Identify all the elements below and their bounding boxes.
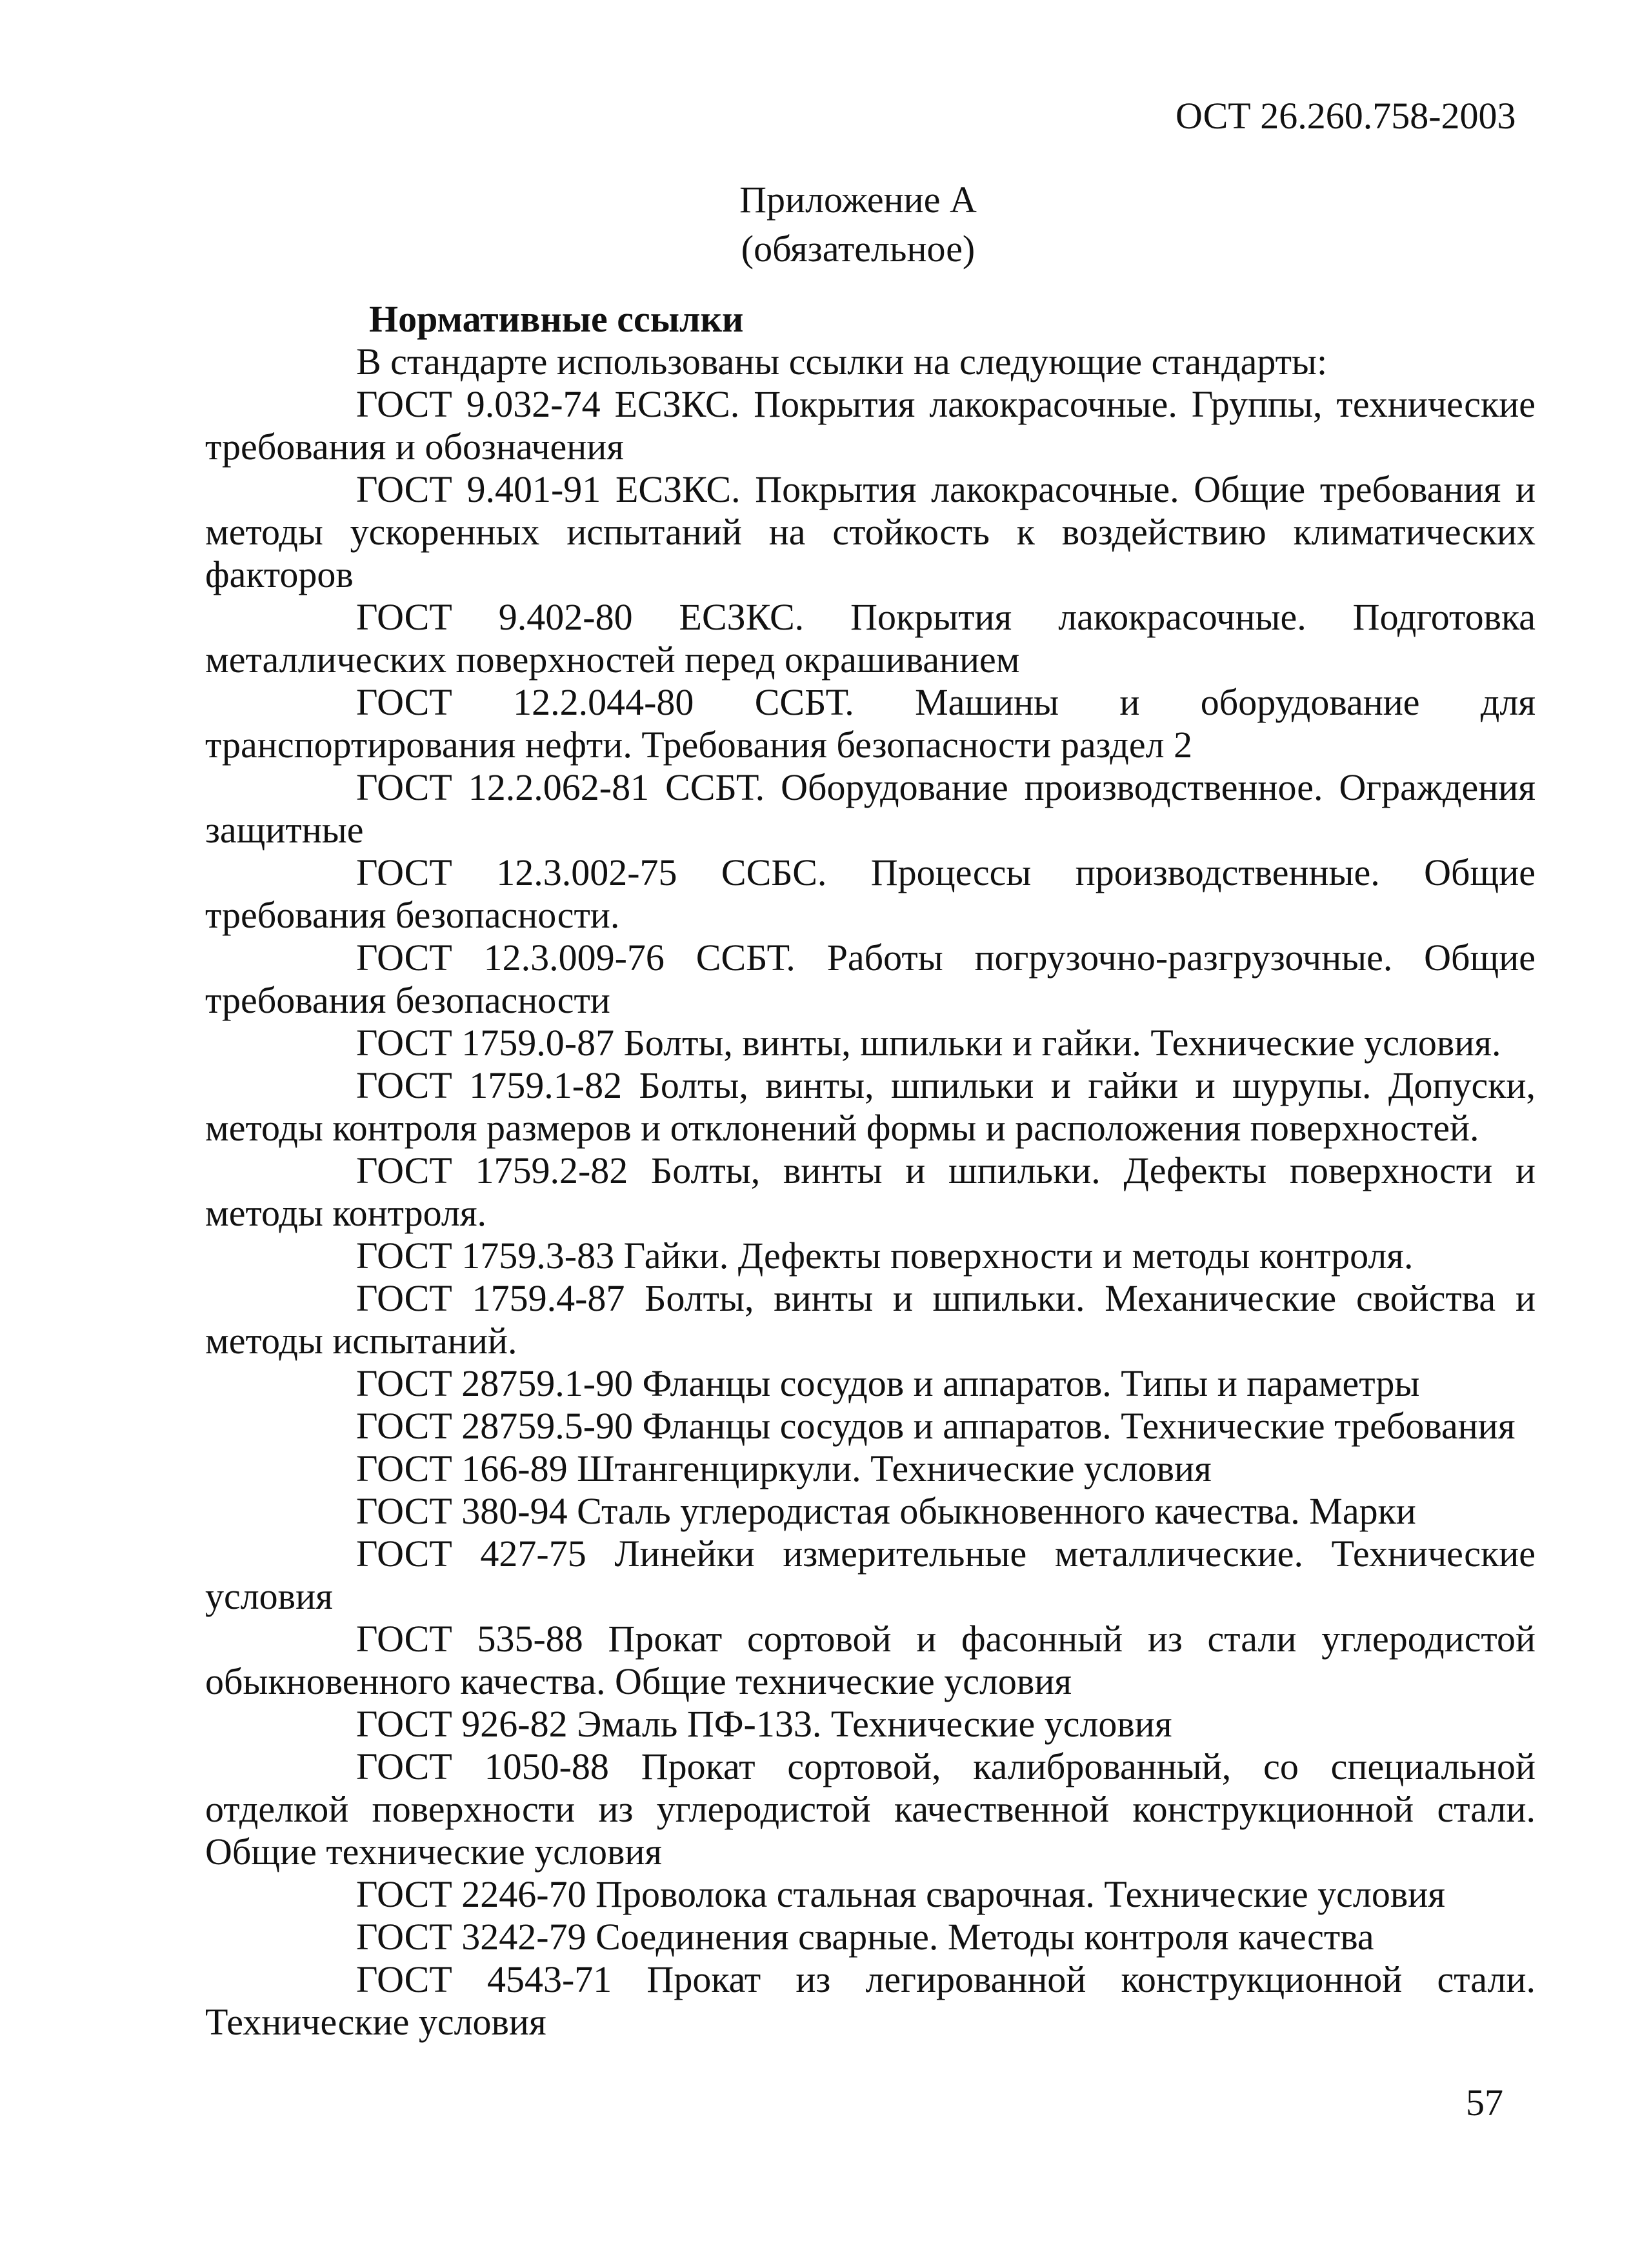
reference-item: ГОСТ 1759.4-87 Болты, винты и шпильки. Механические свойства и методы испытаний. bbox=[205, 1277, 1536, 1362]
reference-item: ГОСТ 427-75 Линейки измерительные металлические. Технические условия bbox=[205, 1533, 1536, 1617]
appendix-title: Приложение А bbox=[739, 179, 977, 221]
reference-item: ГОСТ 166-89 Штангенциркули. Технические условия bbox=[356, 1447, 1212, 1489]
section-title: Нормативные ссылки bbox=[369, 298, 744, 340]
reference-item: ГОСТ 12.3.009-76 ССБТ. Работы погрузочно-разгрузочные. Общие требования безопасности bbox=[205, 937, 1536, 1021]
reference-item: ГОСТ 28759.5-90 Фланцы сосудов и аппаратов. Технические требования bbox=[356, 1405, 1516, 1447]
reference-item: ГОСТ 535-88 Прокат сортовой и фасонный из стали углеродистой обыкновенного качества. Общие технические условия bbox=[205, 1618, 1536, 1702]
appendix-heading bbox=[723, 175, 994, 274]
reference-item: ГОСТ 926-82 Эмаль ПФ-133. Технические условия bbox=[356, 1703, 1172, 1745]
reference-item: ГОСТ 1759.2-82 Болты, винты и шпильки. Дефекты поверхности и методы контроля. bbox=[205, 1149, 1536, 1234]
page-number: 57 bbox=[1466, 2082, 1503, 2124]
reference-item: ГОСТ 2246-70 Проволока стальная сварочная. Технические условия bbox=[356, 1873, 1445, 1915]
document-code: ОСТ 26.260.758-2003 bbox=[1176, 95, 1516, 137]
references-section bbox=[205, 298, 1536, 2044]
reference-item: ГОСТ 28759.1-90 Фланцы сосудов и аппаратов. Типы и параметры bbox=[356, 1362, 1420, 1404]
reference-item: ГОСТ 1759.0-87 Болты, винты, шпильки и гайки. Технические условия. bbox=[356, 1022, 1501, 1064]
reference-item: ГОСТ 9.401-91 ЕСЗКС. Покрытия лакокрасочные. Общие требования и методы ускоренных испытаний на стойкость к воздействию климатических факторов bbox=[205, 468, 1536, 595]
section-intro: В стандарте использованы ссылки на следующие стандарты: bbox=[356, 341, 1328, 383]
reference-item: ГОСТ 12.2.062-81 ССБТ. Оборудование производственное. Ограждения защитные bbox=[205, 766, 1536, 851]
reference-item: ГОСТ 1759.1-82 Болты, винты, шпильки и гайки и шурупы. Допуски, методы контроля размеров и отклонений формы и расположения поверхностей. bbox=[205, 1064, 1536, 1149]
reference-item: ГОСТ 12.3.002-75 ССБС. Процессы производственные. Общие требования безопасности. bbox=[205, 851, 1536, 936]
reference-item: ГОСТ 12.2.044-80 ССБТ. Машины и оборудование для транспортирования нефти. Требования безопасности раздел 2 bbox=[205, 681, 1536, 766]
reference-item: ГОСТ 9.402-80 ЕСЗКС. Покрытия лакокрасочные. Подготовка металлических поверхностей перед окрашиванием bbox=[205, 596, 1536, 681]
reference-item: ГОСТ 1050-88 Прокат сортовой, калиброванный, со специальной отделкой поверхности из углеродистой качественной конструкционной стали. Общие технические условия bbox=[205, 1746, 1536, 1873]
reference-item: ГОСТ 9.032-74 ЕСЗКС. Покрытия лакокрасочные. Группы, технические требования и обозначения bbox=[205, 383, 1536, 468]
appendix-status: (обязательное) bbox=[741, 228, 976, 270]
reference-item: ГОСТ 3242-79 Соединения сварные. Методы контроля качества bbox=[356, 1916, 1374, 1958]
reference-item: ГОСТ 1759.3-83 Гайки. Дефекты поверхности и методы контроля. bbox=[356, 1235, 1414, 1277]
reference-item: ГОСТ 4543-71 Прокат из легированной конструкционной стали. Технические условия bbox=[205, 1958, 1536, 2043]
reference-item: ГОСТ 380-94 Сталь углеродистая обыкновенного качества. Марки bbox=[356, 1490, 1416, 1532]
